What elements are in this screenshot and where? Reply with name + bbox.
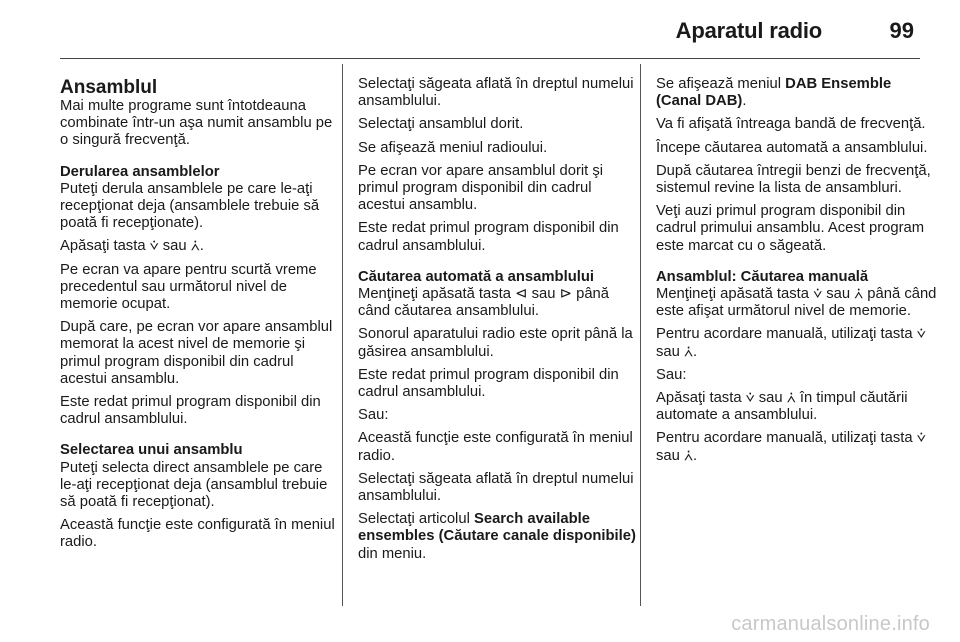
header-rule [60, 58, 920, 59]
paragraph: Puteţi selecta direct ansamblele pe care le-aţi recepţionat deja (ansamblul trebuie să poată fi recepţionat). [60, 459, 328, 511]
paragraph: Pentru acordare manuală, utilizaţi tasta ⩒ sau ⩑. [656, 326, 926, 360]
column-3 [656, 76, 938, 471]
paragraph: Sonorul aparatului radio este oprit până la găsirea ansamblului. [358, 326, 633, 360]
subsection-title-cautare-automata: Căutarea automată a ansamblului [358, 268, 594, 285]
text: Selectaţi articolul [358, 511, 474, 528]
watermark: carmanualsonline.info [731, 613, 930, 635]
column-divider-1 [342, 64, 343, 606]
text: din meniu. [358, 545, 427, 562]
intro-paragraph: Mai multe programe sunt întotdeauna combinate într-un aşa numit ansamblu pe o singură frecvenţă. [60, 98, 333, 149]
paragraph: Selectaţi ansamblul dorit. [358, 116, 524, 133]
subsection-title-selectare: Selectarea unui ansamblu [60, 442, 243, 459]
paragraph: Această funcţie este configurată în meniul radio. [60, 517, 335, 551]
paragraph: Sau: [656, 366, 687, 383]
paragraph: Este redat primul program disponibil din cadrul ansamblului. [60, 394, 321, 428]
menu-item-label: Search available ensembles (Căutare canale disponibile) [358, 511, 636, 545]
column-2 [358, 76, 640, 569]
paragraph: Pentru acordare manuală, utilizaţi tasta ⩒ sau ⩑. [656, 430, 926, 464]
paragraph: Selectaţi săgeata aflată în dreptul numelui ansamblului. [358, 470, 634, 505]
paragraph: Începe căutarea automată a ansamblului. [656, 139, 928, 156]
paragraph: Pe ecran vor apare ansamblul dorit şi primul program disponibil din cadrul acestui ansamblu. [358, 162, 604, 214]
paragraph: Selectaţi săgeata aflată în dreptul numelui ansamblului. [358, 76, 634, 110]
page-title: Aparatul radio [675, 18, 822, 43]
paragraph-menu-item [358, 511, 640, 563]
column-divider-2 [640, 64, 641, 606]
section-title-ansamblul: Ansamblul [60, 77, 158, 98]
paragraph: Sau: [358, 407, 389, 424]
paragraph: Pe ecran va apare pentru scurtă vreme precedentul sau următorul nivel de memorie ocupat. [60, 261, 317, 313]
text: . [742, 93, 747, 110]
paragraph-menu-name [656, 76, 938, 110]
paragraph: Va fi afişată întreaga bandă de frecvenţă. [656, 116, 926, 133]
subsection-title-cautare-manuala: Ansamblul: Căutarea manuală [656, 268, 869, 285]
paragraph: Această funcţie este configurată în meniul radio. [358, 430, 633, 464]
paragraph: Veţi auzi primul program disponibil din cadrul primului ansamblu. Acest program este marcat cu o săgeată. [656, 203, 925, 254]
paragraph: Puteţi derula ansamblele pe care le-aţi recepţionat deja (ansamblele trebuie să poată fi recepţionate). [60, 180, 320, 232]
paragraph: După căutarea întregii benzi de frecvenţă, sistemul revine la lista de ansambluri. [656, 162, 931, 197]
page-number: 99 [889, 18, 914, 43]
paragraph: Se afişează meniul radioului. [358, 139, 548, 156]
paragraph: Apăsaţi tasta ⩒ sau ⩑ în timpul căutării automate a ansamblului. [656, 390, 908, 424]
paragraph: Menţineţi apăsată tasta ⊲ sau ⊳ până când căutarea ansamblului. [358, 286, 610, 320]
paragraph: După care, pe ecran vor apare ansamblul memorat la acest nivel de memorie şi primul program disponibil din cadrul acestui ansamblu. [60, 319, 333, 387]
paragraph: Este redat primul program disponibil din cadrul ansamblului. [358, 220, 619, 254]
paragraph: Menţineţi apăsată tasta ⩒ sau ⩑ până când este afişat următorul nivel de memorie. [656, 286, 937, 320]
column-1 [60, 78, 342, 558]
paragraph: Apăsaţi tasta ⩒ sau ⩑. [60, 238, 204, 255]
menu-name-label: DAB Ensemble (Canal DAB) [656, 76, 892, 110]
paragraph: Este redat primul program disponibil din cadrul ansamblului. [358, 366, 619, 401]
text: Se afişează meniul [656, 76, 786, 92]
subsection-title-derulare: Derularea ansamblelor [60, 163, 220, 180]
